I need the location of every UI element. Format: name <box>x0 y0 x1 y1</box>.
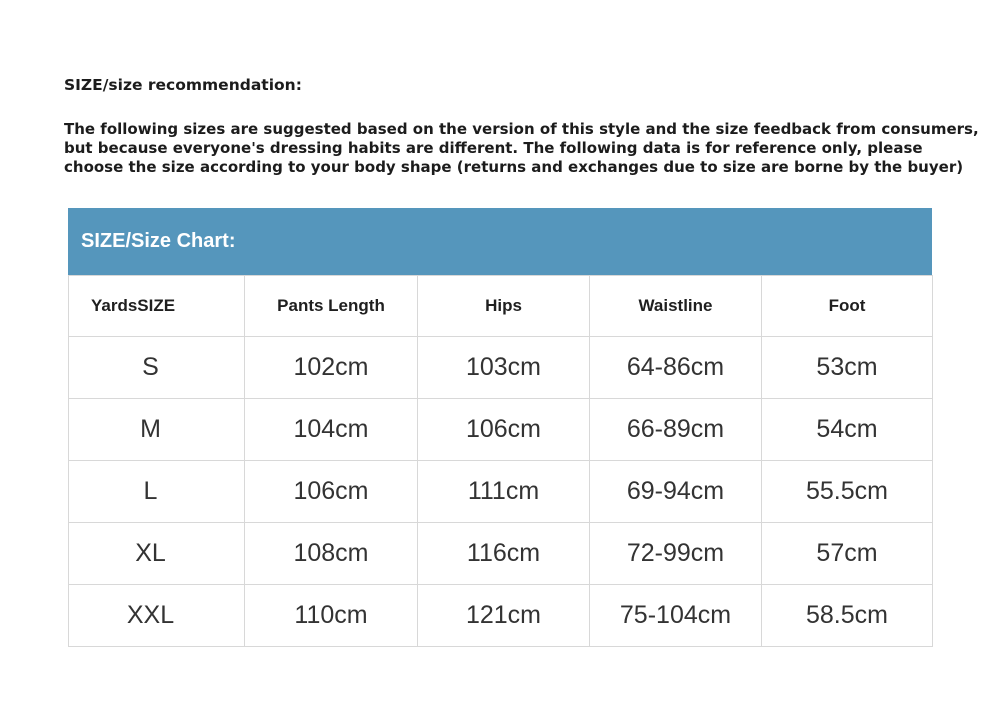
size-cell: XXL <box>69 585 245 647</box>
hips-cell: 111cm <box>418 461 590 523</box>
pants-length-cell: 102cm <box>245 337 418 399</box>
foot-cell: 58.5cm <box>762 585 933 647</box>
size-note <box>64 120 979 177</box>
pants-length-cell: 104cm <box>245 399 418 461</box>
table-row <box>69 337 933 399</box>
hips-cell: 103cm <box>418 337 590 399</box>
note-line: The following sizes are suggested based on the version of this style and the size feedback from consumers, <box>64 120 979 138</box>
waistline-cell: 64-86cm <box>590 337 762 399</box>
pants-length-cell: 108cm <box>245 523 418 585</box>
size-cell: S <box>69 337 245 399</box>
size-cell: L <box>69 461 245 523</box>
hips-cell: 116cm <box>418 523 590 585</box>
size-chart <box>68 208 932 647</box>
pants-length-cell: 106cm <box>245 461 418 523</box>
table-row <box>69 399 933 461</box>
waistline-cell: 72-99cm <box>590 523 762 585</box>
size-chart-title-bar <box>68 208 932 275</box>
table-row <box>69 461 933 523</box>
note-line: but because everyone's dressing habits are different. The following data is for reference only, please <box>64 139 923 157</box>
table-row <box>69 523 933 585</box>
waistline-cell: 66-89cm <box>590 399 762 461</box>
foot-cell: 53cm <box>762 337 933 399</box>
column-header-hips: Hips <box>418 276 590 337</box>
size-cell: XL <box>69 523 245 585</box>
size-table <box>68 275 933 647</box>
note-line: choose the size according to your body shape (returns and exchanges due to size are borne by the buyer) <box>64 158 964 176</box>
page-heading: SIZE/size recommendation: <box>64 76 302 94</box>
table-row <box>69 585 933 647</box>
table-header-row <box>69 276 933 337</box>
column-header-pants-length: Pants Length <box>245 276 418 337</box>
waistline-cell: 75-104cm <box>590 585 762 647</box>
hips-cell: 106cm <box>418 399 590 461</box>
foot-cell: 57cm <box>762 523 933 585</box>
column-header-size: YardsSIZE <box>69 276 245 337</box>
waistline-cell: 69-94cm <box>590 461 762 523</box>
column-header-foot: Foot <box>762 276 933 337</box>
size-cell: M <box>69 399 245 461</box>
size-chart-title: SIZE/Size Chart: <box>81 230 236 252</box>
foot-cell: 55.5cm <box>762 461 933 523</box>
foot-cell: 54cm <box>762 399 933 461</box>
pants-length-cell: 110cm <box>245 585 418 647</box>
hips-cell: 121cm <box>418 585 590 647</box>
column-header-waistline: Waistline <box>590 276 762 337</box>
